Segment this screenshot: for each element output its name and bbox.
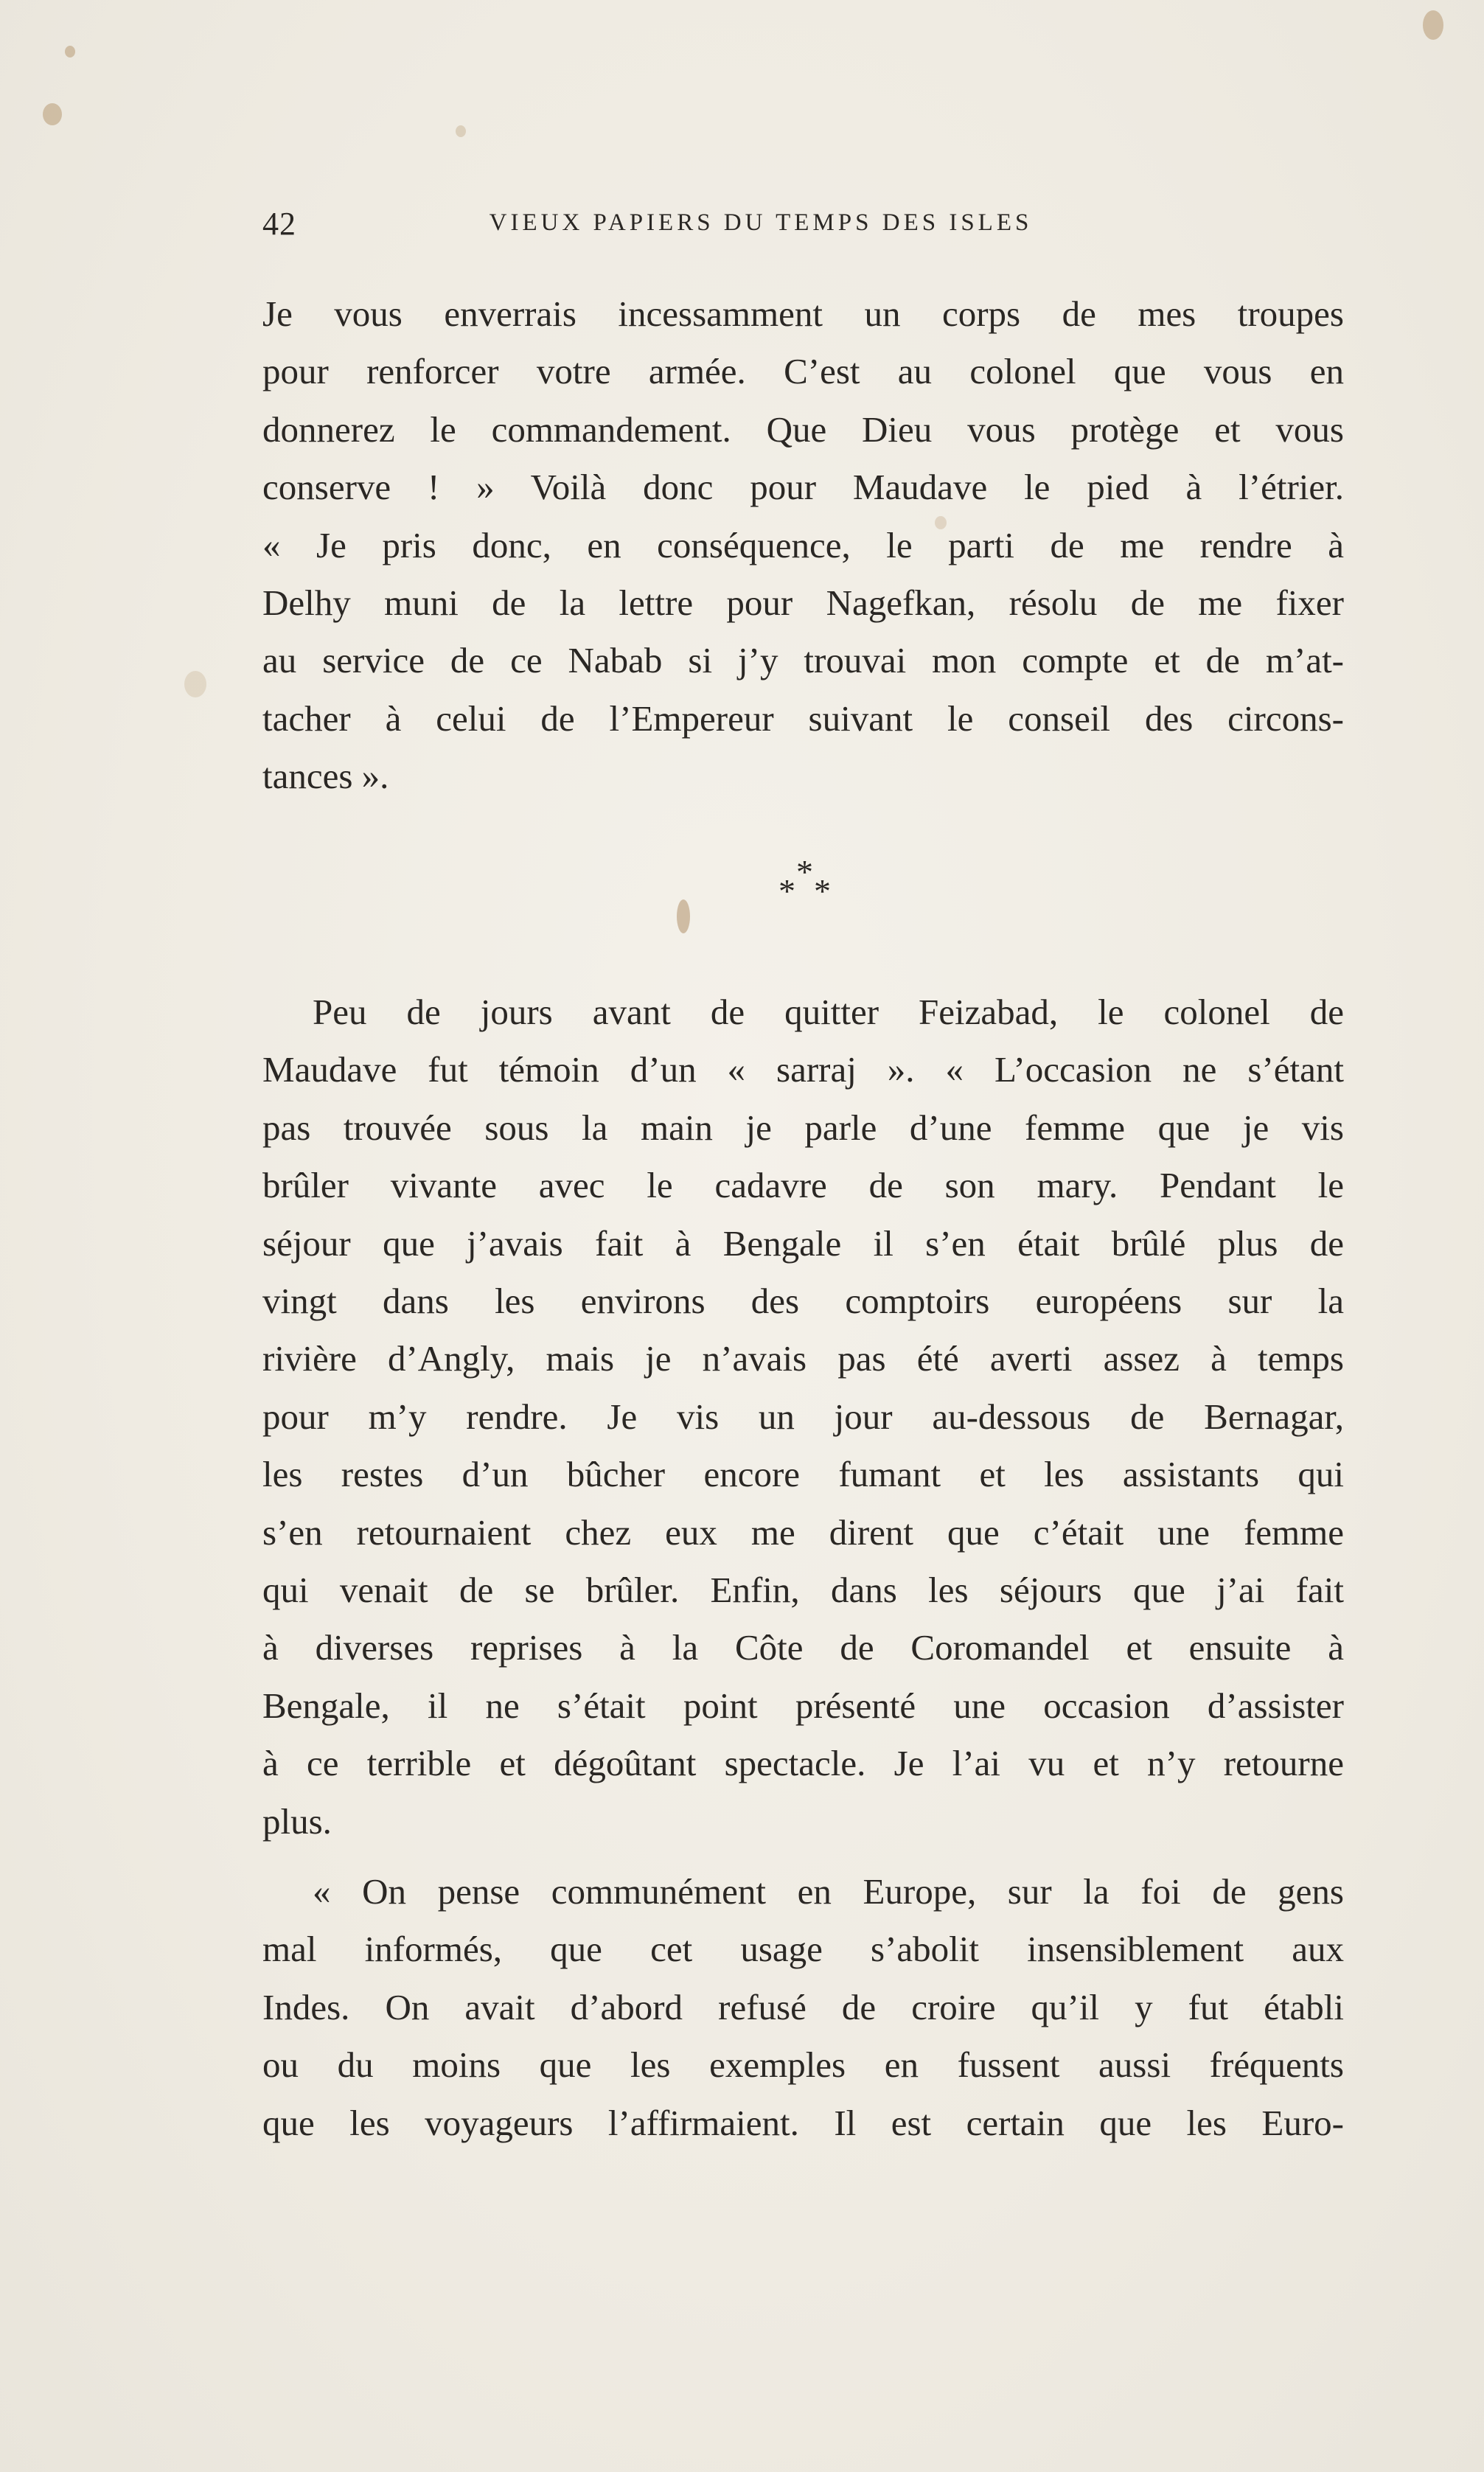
paragraph — [262, 1863, 1344, 2152]
text-line: que les voyageurs l’affirmaient. Il est certain que les Euro- — [262, 2102, 1344, 2143]
text-line: à ce terrible et dégoûtant spectacle. Je l’ai vu et n’y retourne — [262, 1743, 1344, 1784]
text-line: Je vous enverrais incessamment un corps de mes troupes — [262, 293, 1344, 334]
text-line: ou du moins que les exemples en fussent aussi fréquents — [262, 2044, 1344, 2086]
text-line: Bengale, il ne s’était point présenté une occasion d’assister — [262, 1685, 1344, 1726]
text-line: à diverses reprises à la Côte de Coromandel et ensuite à — [262, 1627, 1344, 1668]
text-line: rivière d’Angly, mais je n’avais pas été averti assez à temps — [262, 1338, 1344, 1379]
text-line: Delhy muni de la lettre pour Nagefkan, résolu de me fixer — [262, 582, 1344, 624]
text-line: conserve ! » Voilà donc pour Maudave le pied à l’étrier. — [262, 467, 1344, 508]
text-line: vingt dans les environs des comptoirs européens sur la — [262, 1281, 1344, 1322]
text-line: pour m’y rendre. Je vis un jour au-dessous de Bernagar, — [262, 1396, 1344, 1437]
text-line: Indes. On avait d’abord refusé de croire qu’il y fut établi — [262, 1986, 1344, 2027]
paper-spot — [184, 671, 206, 697]
running-title: VIEUX PAPIERS DU TEMPS DES ISLES — [489, 209, 1033, 236]
text-line: mal informés, que cet usage s’abolit insensiblement aux — [262, 1929, 1344, 1970]
text-line: Maudave fut témoin d’un « sarraj ». « L’occasion ne s’étant — [262, 1049, 1344, 1090]
text-line: brûler vivante avec le cadavre de son mary. Pendant le — [262, 1165, 1344, 1206]
asterisk: * — [796, 853, 813, 891]
text-line: pour renforcer votre armée. C’est au colonel que vous en — [262, 351, 1344, 392]
text-line: tances ». — [262, 756, 389, 797]
text-line: séjour que j’avais fait à Bengale il s’en était brûlé plus de — [262, 1222, 1344, 1264]
section-break-asterism — [767, 855, 840, 922]
page-header — [262, 205, 1230, 249]
paragraph — [262, 285, 1344, 806]
paper-spot — [456, 125, 466, 137]
text-line: qui venait de se brûler. Enfin, dans les séjours que j’ai fait — [262, 1570, 1344, 1611]
text-line: s’en retournaient chez eux me dirent que c’était une femme — [262, 1511, 1344, 1553]
text-line: les restes d’un bûcher encore fumant et les assistants qui — [262, 1454, 1344, 1495]
paper-spot — [677, 899, 690, 933]
paper-spot — [1423, 10, 1443, 40]
asterisk: * — [778, 872, 795, 910]
text-line: donnerez le commandement. Que Dieu vous protège et vous — [262, 408, 1344, 450]
asterisk: * — [814, 872, 831, 910]
paragraph — [262, 983, 1344, 1850]
text-line: Peu de jours avant de quitter Feizabad, le colonel de — [313, 992, 1344, 1032]
text-line: tacher à celui de l’Empereur suivant le conseil des circons- — [262, 697, 1344, 739]
text-line: pas trouvée sous la main je parle d’une femme que je vis — [262, 1107, 1344, 1148]
text-line: plus. — [262, 1800, 332, 1842]
text-line: « On pense communément en Europe, sur la foi de gens — [313, 1871, 1344, 1912]
page-number: 42 — [262, 206, 296, 242]
text-line: au service de ce Nabab si j’y trouvai mon compte et de m’at- — [262, 640, 1344, 681]
text-line: « Je pris donc, en conséquence, le parti de me rendre à — [262, 524, 1344, 565]
paper-spot — [65, 46, 75, 58]
paper-spot — [43, 103, 62, 125]
